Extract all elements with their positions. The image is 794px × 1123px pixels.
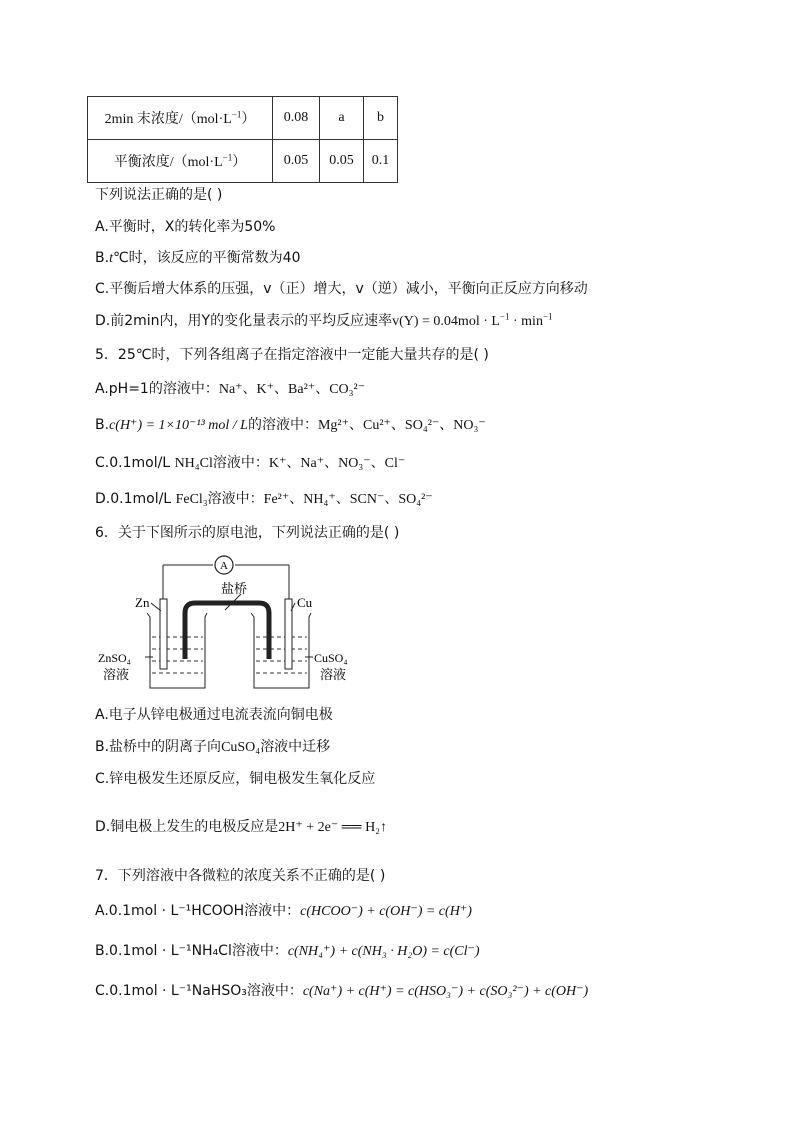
left-solution-label: ZnSO₄: [98, 651, 131, 665]
row-label: 2min 末浓度$/(mol\cdot L^{-1})$: [88, 97, 273, 140]
table-cell: a: [320, 97, 364, 140]
option-c: C.0.1mol · L⁻¹NaHSO₃溶液中：c(Na⁺) + c(H⁺) = c(HSO₃⁻) + c(SO₃²⁻) + c(OH⁻): [95, 983, 589, 999]
option-a: A.电子从锌电极通过电流表流向铜电极: [95, 707, 333, 723]
ammeter-label: A: [220, 560, 228, 572]
option-a: A.平衡时，X的转化率为50%: [95, 219, 276, 235]
table-cell: 0.05: [320, 140, 364, 183]
question-stem: 下列说法正确的是( ): [95, 187, 223, 203]
option-b: B.c(H⁺) = 1×10⁻¹³ mol / L的溶液中：Mg²⁺、Cu²⁺、SO₄²⁻、NO₃⁻: [95, 417, 486, 433]
zinc-label: Zn: [135, 595, 150, 610]
concentration-table: [87, 96, 398, 183]
copper-label: Cu: [297, 595, 313, 610]
left-beaker: [147, 613, 207, 688]
option-c: C.0.1mol/L NH₄Cl溶液中：K⁺、Na⁺、NO₃⁻、Cl⁻: [95, 455, 406, 471]
option-d: D.前2min内，用Y的变化量表示的平均反应速率$v(Y) = 0.04mol \cdot L^{-1} \cdot \min^{-1}$: [95, 311, 553, 329]
left-solution-label: 溶液: [103, 668, 130, 683]
salt-bridge: [185, 603, 269, 659]
option-b: B.t℃时，该反应的平衡常数为40: [95, 250, 301, 266]
galvanic-cell-figure: [95, 555, 365, 695]
question-stem: 6．关于下图所示的原电池，下列说法正确的是( ): [95, 525, 400, 541]
option-d: D.铜电极上发生的电极反应是2H⁺ + 2e⁻ ══ H₂↑: [95, 819, 388, 835]
table-row: [88, 97, 398, 140]
option-b: B.盐桥中的阴离子向CuSO₄溶液中迁移: [95, 739, 331, 755]
right-solution: [256, 637, 307, 673]
zinc-electrode: [160, 599, 167, 669]
table-row: [88, 140, 398, 183]
option-b: B.0.1mol · L⁻¹NH₄Cl溶液中：c(NH₄⁺) + c(NH₃ · H₂O) = c(Cl⁻): [95, 943, 480, 959]
option-d: D.0.1mol/L FeCl₃溶液中：Fe²⁺、NH₄⁺、SCN⁻、SO₄²⁻: [95, 491, 433, 507]
option-c: C.锌电极发生还原反应，铜电极发生氧化反应: [95, 771, 376, 787]
question-stem: 7．下列溶液中各微粒的浓度关系不正确的是( ): [95, 868, 386, 884]
right-solution-label: 溶液: [320, 668, 347, 683]
option-a: A.pH=1的溶液中：Na⁺、K⁺、Ba²⁺、CO₃²⁻: [95, 381, 366, 397]
right-beaker: [251, 613, 311, 688]
copper-electrode: [285, 599, 292, 669]
right-solution-label: CuSO₄: [314, 651, 348, 665]
option-a: A.0.1mol · L⁻¹HCOOH溶液中：c(HCOO⁻) + c(OH⁻) = c(H⁺): [95, 903, 472, 919]
option-c: C.平衡后增大体系的压强，v（正）增大，v（逆）减小，平衡向正反应方向移动: [95, 281, 588, 297]
question-stem: 5．25℃时，下列各组离子在指定溶液中一定能大量共存的是( ): [95, 347, 489, 363]
table-cell: 0.05: [273, 140, 320, 183]
salt-bridge-label: 盐桥: [221, 582, 248, 597]
table-cell: 0.1: [364, 140, 398, 183]
row-label: 平衡浓度$/(mol\cdot L^{-1})$: [88, 140, 273, 183]
table-cell: 0.08: [273, 97, 320, 140]
table-cell: b: [364, 97, 398, 140]
